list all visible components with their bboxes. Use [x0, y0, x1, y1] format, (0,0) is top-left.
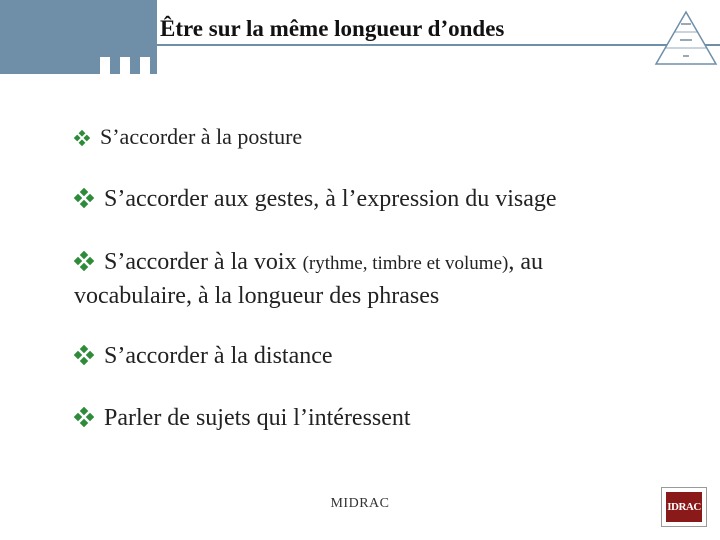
pyramid-icon [654, 10, 718, 66]
bullet-text: S’accorder aux gestes, à l’expression du visage [104, 186, 557, 212]
bullet-item [74, 401, 674, 436]
bullet-item [74, 339, 674, 374]
bullet-text: Parler de sujets qui l’intéressent [104, 405, 411, 431]
slide-title: Être sur la même longueur d’ondes [160, 16, 505, 41]
footer-text: MIDRAC [330, 496, 390, 511]
bullet-continuation [74, 279, 674, 314]
bullet-item [74, 245, 674, 281]
diamond-bullet-icon [74, 407, 94, 427]
header-rule [157, 44, 720, 46]
diamond-bullet-icon [74, 251, 94, 271]
bullet-text: , au [508, 249, 544, 275]
header-notch [100, 57, 110, 74]
bullet-item [74, 182, 674, 217]
header-notch [120, 57, 130, 74]
diamond-bullet-icon [74, 345, 94, 365]
bullet-text: S’accorder à la distance [104, 343, 333, 369]
idrac-logo [661, 487, 707, 527]
diamond-bullet-icon [74, 188, 94, 208]
diamond-bullet-icon [74, 130, 90, 146]
header-block [0, 0, 157, 74]
bullet-text: S’accorder à la voix [104, 249, 303, 275]
logo-text: IDRAC [666, 492, 702, 522]
header-notch [140, 57, 150, 74]
bullet-item [74, 119, 674, 154]
bullet-text: vocabulaire, à la longueur des phrases [74, 283, 440, 309]
bullet-text: S’accorder à la posture [100, 124, 303, 149]
bullet-detail: (rythme, timbre et volume) [302, 253, 509, 274]
